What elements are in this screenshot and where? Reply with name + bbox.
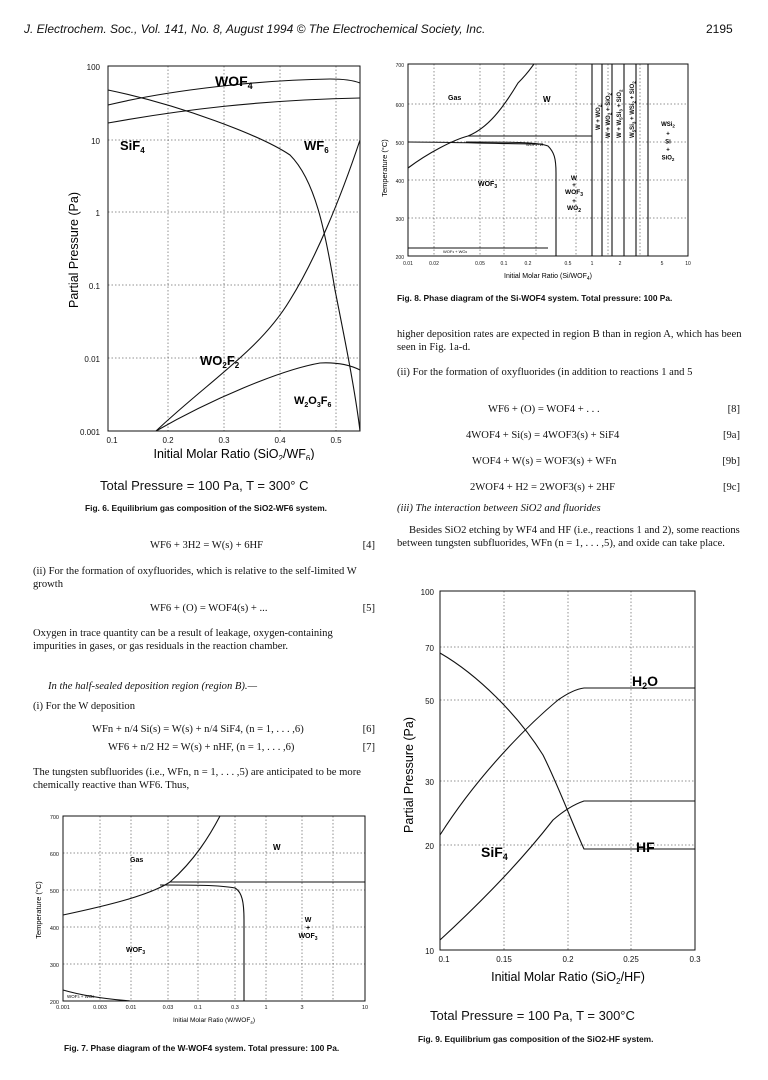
fig9-label-HF: HF (636, 839, 655, 855)
fig9-caption: Fig. 9. Equilibrium gas composition of the SiO2-HF system. (418, 1034, 654, 1044)
fig6-ytick-0.001: 0.001 (79, 428, 100, 437)
fig6-caption: Fig. 6. Equilibrium gas composition of the SiO2-WF6 system. (85, 503, 327, 513)
right-para-4: Besides SiO2 etching by WF4 and HF (i.e., reactions 1 and 2), some reactions between tungsten subfluorides, WFn (n = 1, . . . ,5), and oxide can take place. (397, 525, 740, 549)
fig6-xtick-0.5: 0.5 (330, 436, 342, 445)
fig7-xtick-3: 3 (300, 1005, 304, 1011)
fig9-chart (388, 585, 723, 1025)
fig7-xtick-0.001: 0.001 (56, 1005, 70, 1011)
series-H2O (440, 688, 695, 835)
fig7-chart (30, 810, 375, 1035)
fig9-ytick-100: 100 (420, 588, 434, 597)
fig6-ytick-1: 1 (95, 209, 100, 218)
fig8-xtick-10: 10 (685, 261, 691, 267)
eq5: WF6 + (O) = WOF4(s) + ... (150, 603, 268, 614)
eq5-number: [5] (362, 603, 375, 614)
fig6-ytick-0.01: 0.01 (84, 355, 100, 364)
fig8-xtick-0.5: 0.5 (564, 261, 572, 267)
fig9-ylabel: Partial Pressure (Pa) (402, 716, 416, 834)
fig7-ytick-200: 200 (49, 1000, 59, 1006)
left-para-2: Oxygen in trace quantity can be a result of leakage, oxygen-containing impurities in gases, or gas residuals in the reaction chamber. (33, 628, 333, 652)
fig8-label-w-wo2: $W + WO_2$ (596, 104, 603, 130)
eq4-number: [4] (362, 540, 375, 551)
fig8-label-w: W (543, 95, 551, 104)
fig8-xtick-0.1: 0.1 (500, 261, 508, 267)
fig7-xtick-0.3: 0.3 (231, 1005, 239, 1011)
fig9-xtick-0.25: 0.25 (623, 955, 639, 964)
fig9-xlabel: Initial Molar Ratio (SiO$_2$/HF) (491, 970, 645, 986)
series-SiF4 (108, 98, 360, 123)
fig6-label-WO2F2: $WO_2F_2$ (200, 353, 240, 370)
series-HF (440, 801, 695, 940)
page-number: 2195 (706, 22, 733, 36)
fig6-ytick-10: 10 (91, 137, 100, 146)
fig6-ytick-100: 100 (86, 63, 100, 72)
fig8-ylabel: Temperature (°C) (380, 139, 389, 197)
eq7: WF6 + n/2 H2 = W(s) + nHF, (n = 1, . . . ,6) (108, 742, 295, 753)
eq9b: WOF4 + W(s) = WOF3(s) + WFn (472, 456, 617, 467)
fig8-ytick-300: 300 (395, 217, 404, 223)
left-para-4: (i) For the W deposition (33, 701, 136, 712)
fig7-ytick-400: 400 (49, 926, 59, 932)
fig7-ytick-500: 500 (49, 889, 59, 895)
fig6-chart (60, 60, 380, 460)
fig6-ylabel: Partial Pressure (Pa) (67, 191, 81, 309)
fig8-xtick-5: 5 (660, 261, 664, 267)
fig9-ytick-10: 10 (425, 947, 434, 956)
eq4: WF6 + 3H2 = W(s) + 6HF (150, 540, 264, 551)
fig6-series-lines (108, 79, 360, 431)
fig7-ytick-600: 600 (49, 852, 59, 858)
fig8-ytick-700: 700 (395, 63, 404, 69)
eq8-number: [8] (727, 404, 740, 415)
fig8-label-wsi2-si-sio2: WSi$_2$ + Si + SiO$_2$ (661, 122, 675, 162)
eq9a: 4WOF4 + Si(s) = 4WOF3(s) + SiF4 (466, 430, 620, 441)
fig6-xtick-0.1: 0.1 (106, 436, 118, 445)
eq9a-number: [9a] (722, 430, 740, 441)
fig9-ytick-20: 20 (425, 842, 434, 851)
fig7-xtick-10: 10 (361, 1005, 369, 1011)
left-para-1: (ii) For the formation of oxyfluorides, which is relative to the self-limited W growth (33, 566, 357, 590)
fig8-chart (378, 58, 714, 290)
right-para-3: (iii) The interaction between SiO2 and fluorides (397, 503, 601, 514)
right-para-2: (ii) For the formation of oxyfluorides (in addition to reactions 1 and 5 (397, 367, 693, 378)
fig6-label-WF6: $WF_6$ (304, 138, 329, 155)
journal-header: J. Electrochem. Soc., Vol. 141, No. 8, August 1994 © The Electrochemical Society, Inc. (24, 22, 486, 36)
fig8-xtick-0.2: 0.2 (524, 261, 532, 267)
fig7-label-w-wof3: $W + WOF_3$ (298, 917, 318, 942)
fig6-ytick-0.1: 0.1 (88, 282, 100, 291)
fig7-xtick-0.003: 0.003 (93, 1005, 107, 1011)
fig9-ytick-70: 70 (425, 644, 434, 653)
fig7-xtick-0.1: 0.1 (194, 1005, 202, 1011)
fig8-ytick-600: 600 (395, 103, 404, 109)
series-W2O3F6 (156, 363, 360, 431)
eq9c-number: [9c] (722, 482, 740, 493)
fig8-xtick-0.05: 0.05 (475, 261, 485, 267)
fig7-xlabel: Initial Molar Ratio $(W/WOF_4)$ (173, 1017, 255, 1025)
fig8-label-wof3-w-inline: WOF3+W (526, 142, 544, 147)
fig8-caption: Fig. 8. Phase diagram of the Si-WOF4 system. Total pressure: 100 Pa. (397, 293, 673, 303)
fig7-caption: Fig. 7. Phase diagram of the W-WOF4 system. Total pressure: 100 Pa. (64, 1043, 340, 1053)
eq6-number: [6] (362, 724, 375, 735)
fig9-total-pressure: Total Pressure = 100 Pa, T = 300°C (430, 1008, 635, 1023)
fig8-label-gas: Gas (448, 95, 462, 102)
left-para-3: In the half-sealed deposition region (region B).— (48, 681, 257, 692)
fig6-label-W2O3F6: $W_2O_3F_6$ (294, 395, 332, 409)
fig8-xtick-0.02: 0.02 (429, 261, 439, 267)
fig8-label-wof3-wo2-bottom: WOF3 + WO2 (443, 249, 468, 254)
fig7-label-wof3: $WOF_3$ (126, 947, 146, 956)
fig9-label-H2O: $H_2O$ (632, 673, 659, 691)
fig9-xtick-0.1: 0.1 (438, 955, 450, 964)
fig6-xtick-0.2: 0.2 (162, 436, 174, 445)
fig8-label-w-wo2-sio2: $W + WO_2 + SiO_2$ (606, 92, 613, 138)
fig7-xtick-0.03: 0.03 (162, 1005, 174, 1011)
fig8-label-wof3: $WOF_3$ (478, 181, 498, 190)
fig8-xtick-1: 1 (590, 261, 594, 267)
fig8-ytick-400: 400 (395, 179, 404, 185)
fig7-ytick-700: 700 (49, 815, 59, 821)
eq7-number: [7] (362, 742, 375, 753)
series-WO2F2 (156, 140, 360, 431)
eq9b-number: [9b] (722, 456, 740, 467)
fig8-ytick-500: 500 (395, 141, 404, 147)
fig9-xtick-0.15: 0.15 (496, 955, 512, 964)
fig6-label-SiF4: SiF$_4$ (120, 138, 145, 155)
eq6: WFn + n/4 Si(s) = W(s) + n/4 SiF4, (n = 1, . . . ,6) (92, 724, 304, 735)
fig8-xtick-2: 2 (618, 261, 622, 267)
fig8-label-w5si3-wsi2-sio2: $W_5Si_3 + WSi_2 + SiO_2$ (630, 81, 637, 138)
fig9-ytick-50: 50 (425, 697, 434, 706)
fig8-xtick-0.01: 0.01 (403, 261, 413, 267)
fig7-label-wof3-wo2: WOF3 + WO2 (67, 994, 95, 999)
fig7-xtick-0.01: 0.01 (125, 1005, 137, 1011)
fig6-xlabel: Initial Molar Ratio $(SiO_2/WF_6)$ (153, 447, 315, 460)
fig6-xtick-0.4: 0.4 (274, 436, 286, 445)
fig9-label-SiF4: SiF$_4$ (481, 844, 508, 862)
fig7-ytick-300: 300 (49, 963, 59, 969)
eq8: WF6 + (O) = WOF4 + . . . (488, 404, 600, 415)
fig9-ytick-30: 30 (425, 778, 434, 787)
fig8-label-w-w5si3-sio2: $W + W_5Si_3 + SiO_2$ (617, 89, 624, 138)
right-para-1: higher deposition rates are expected in region B than in region A, which has been seen in Fig. 1a-d. (397, 329, 742, 353)
fig8-xlabel: Initial Molar Ratio $(Si/WOF_4)$ (504, 273, 592, 282)
fig8-ytick-200: 200 (395, 255, 404, 261)
fig9-xtick-0.2: 0.2 (562, 955, 574, 964)
fig7-ylabel: Temperature (°C) (34, 881, 43, 939)
fig6-xtick-0.3: 0.3 (218, 436, 230, 445)
eq9c: 2WOF4 + H2 = 2WOF3(s) + 2HF (470, 482, 616, 493)
fig7-xtick-1: 1 (264, 1005, 268, 1011)
fig9-xtick-0.3: 0.3 (689, 955, 701, 964)
left-para-5: The tungsten subfluorides (i.e., WFn, n = 1, . . . ,5) are anticipated to be more chemically reactive than WF6. Thus, (33, 767, 361, 791)
fig7-label-w: W (273, 843, 281, 852)
fig8-label-w-wof3-wo2: $W + WOF_3 + WO_2$ (565, 175, 583, 214)
fig7-label-gas: Gas (130, 857, 144, 864)
fig6-label-WOF4: $WOF_4$ (215, 73, 253, 91)
fig6-total-pressure: Total Pressure = 100 Pa, T = 300° C (100, 478, 309, 493)
